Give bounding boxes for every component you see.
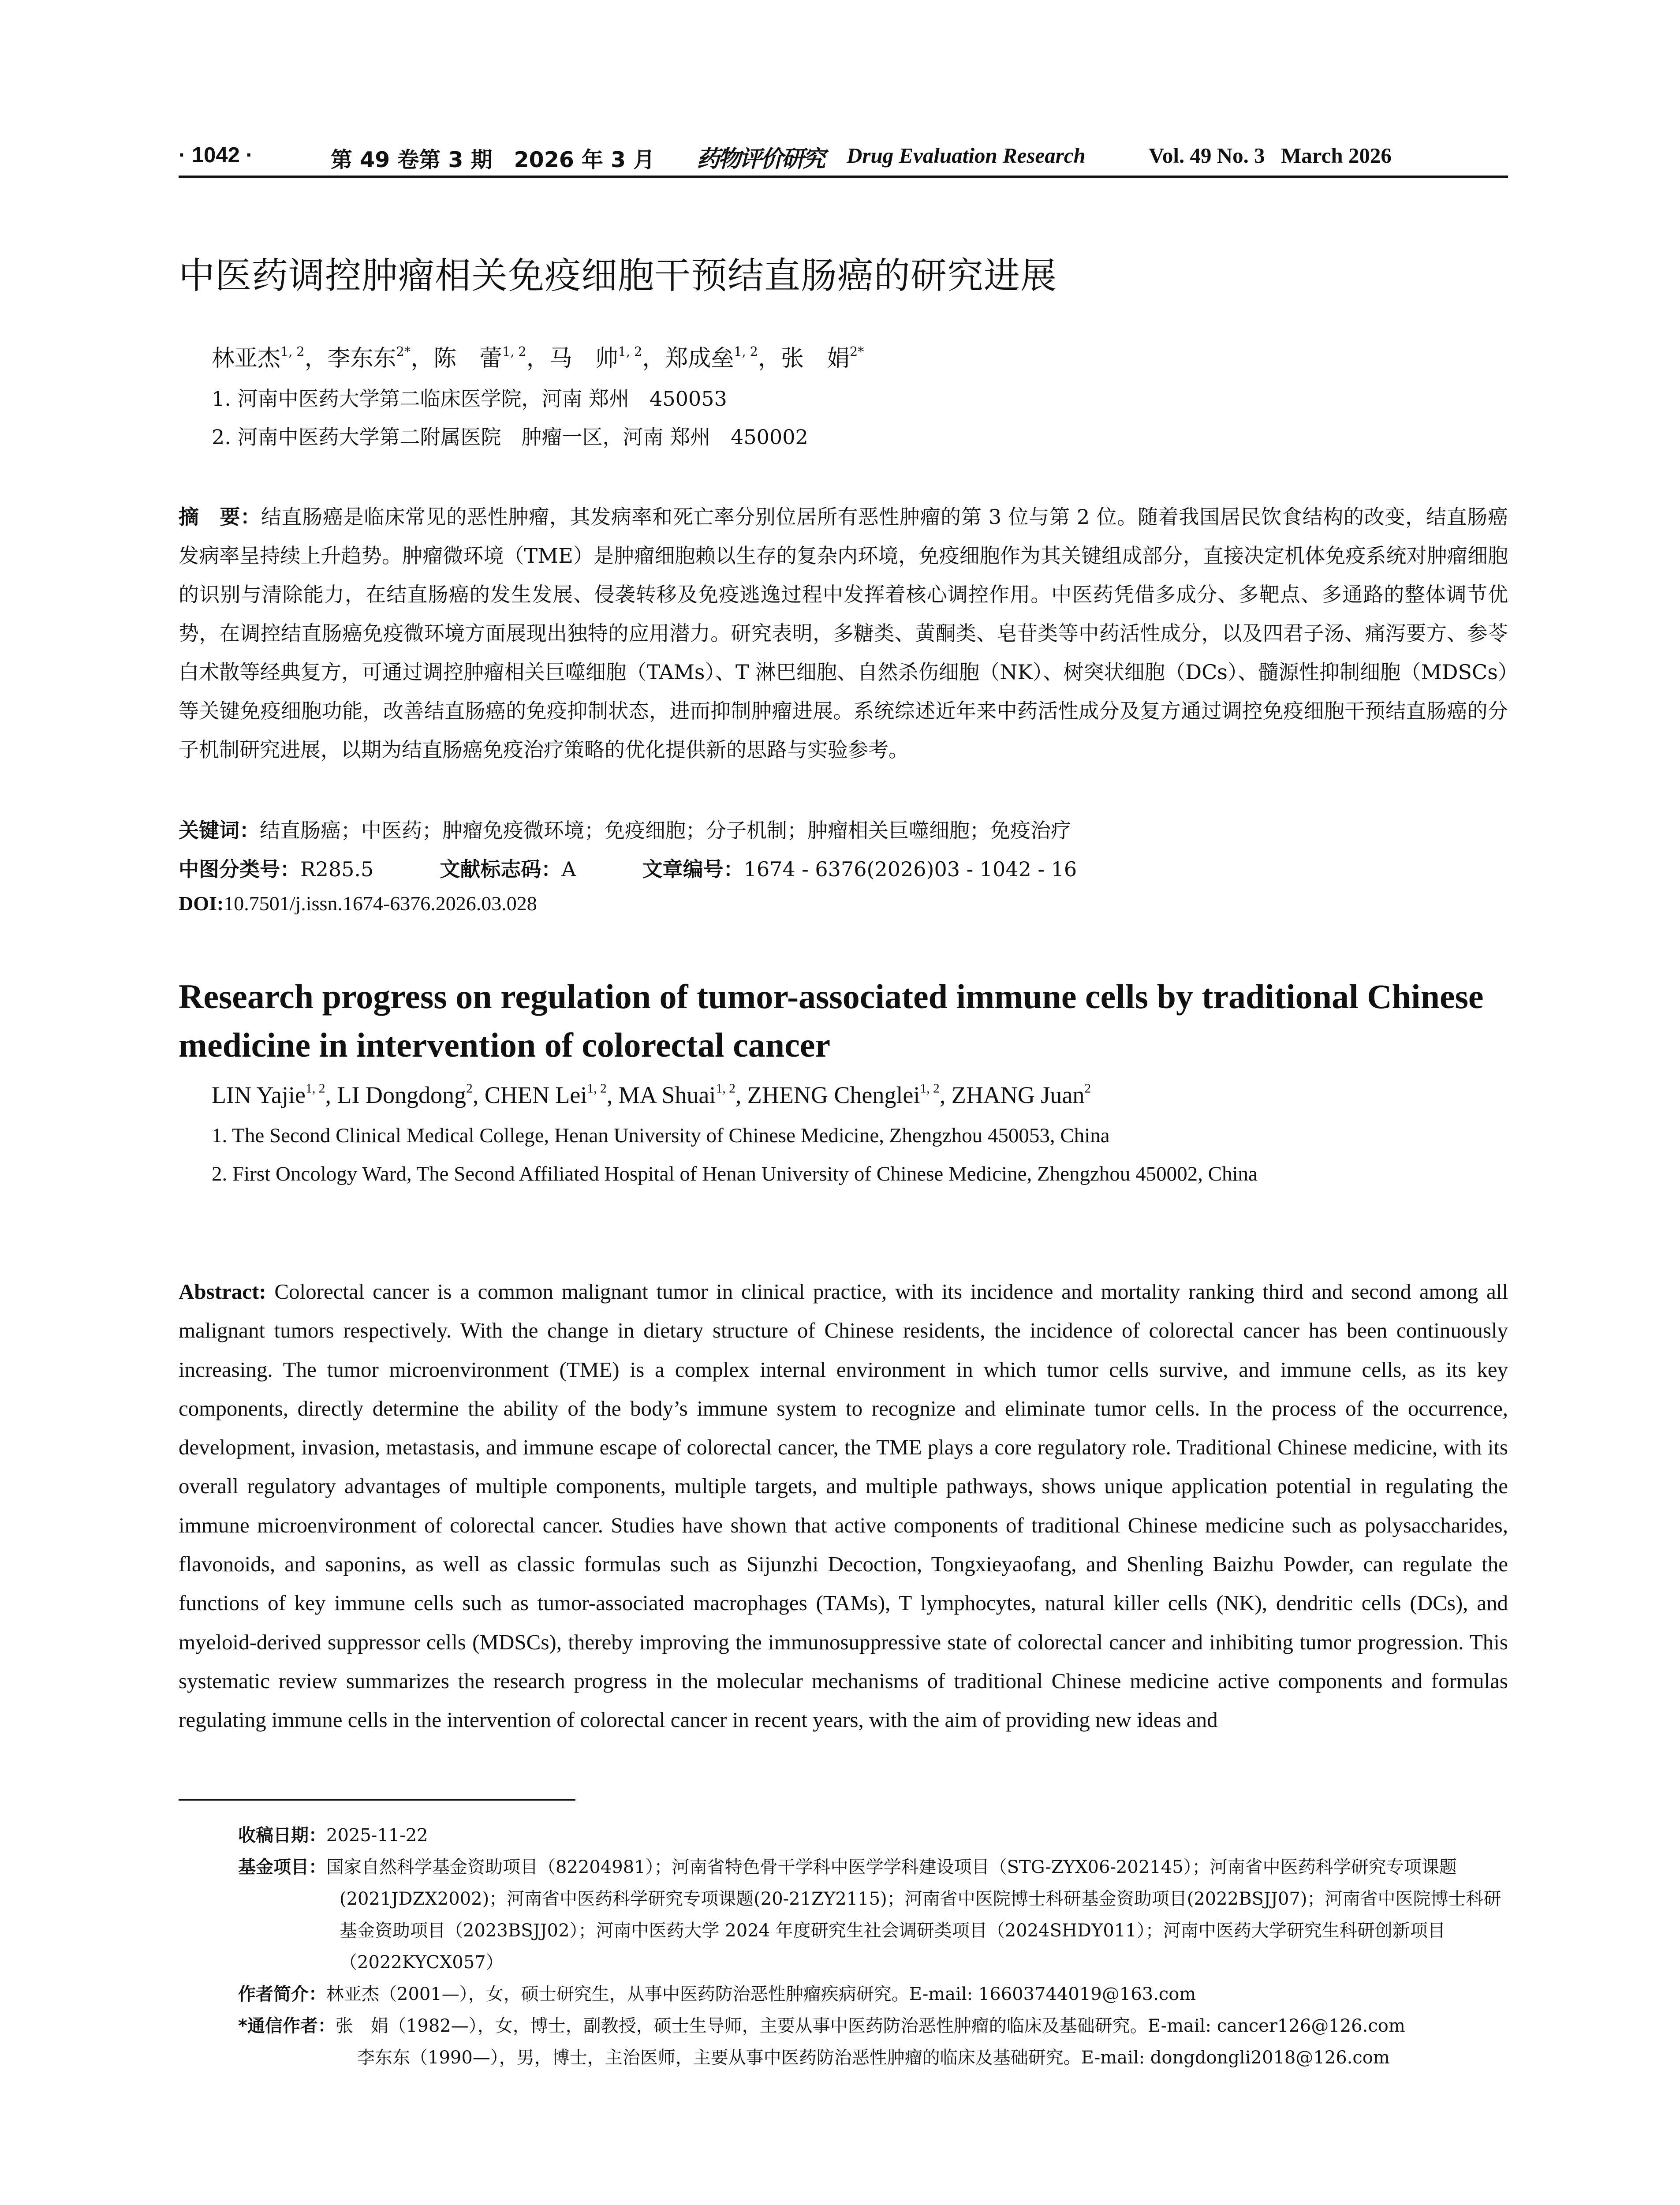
doi-line: [179, 892, 537, 915]
author-en: ZHENG Chenglei$^{1, 2}$,: [747, 1081, 952, 1108]
author-cn: 林亚杰$^{1, 2}$，: [212, 344, 328, 372]
author-bio-text: 林亚杰（2001—），女，硕士研究生，从事中医药防治恶性肿瘤疾病研究。E-mail: 16603744019@163.com: [326, 1984, 1196, 2004]
received-date: [238, 1820, 1508, 1851]
affiliation-en-1: 1. The Second Clinical Medical College, Henan University of Chinese Medicine, Zhengzhou 450053, China: [212, 1124, 1110, 1147]
article-no-value: 1674 - 6376(2026)03 - 1042 - 16: [743, 857, 1077, 881]
funding: [238, 1851, 1508, 1978]
volume-issue-en: Vol. 49 No. 3: [1149, 143, 1265, 168]
author-cn: 张 娟$^{2*}$: [780, 344, 864, 372]
running-header: [179, 140, 1508, 176]
corr-label: *通信作者：: [238, 2016, 336, 2036]
received-label: 收稿日期：: [238, 1825, 326, 1846]
footnote-rule: [179, 1799, 575, 1801]
abstract-cn-label: 摘 要：: [179, 505, 261, 529]
keywords-label: 关键词：: [179, 818, 260, 842]
author-cn: 马 帅$^{1, 2}$，: [549, 344, 665, 372]
affiliation-cn-2: 2. 河南中医药大学第二附属医院 肿瘤一区，河南 郑州 450002: [212, 425, 808, 449]
header-rule: [179, 176, 1508, 178]
author-en: LIN Yajie$^{1, 2}$,: [212, 1081, 337, 1108]
author-bio: [238, 1978, 1508, 2010]
affiliation-cn-1: 1. 河南中医药大学第二临床医学院，河南 郑州 450053: [212, 387, 727, 411]
title-cn: 中医药调控肿瘤相关免疫细胞干预结直肠癌的研究进展: [179, 255, 1057, 297]
classification-line: [179, 853, 1077, 882]
issue-date-en: March 2026: [1281, 143, 1392, 168]
corr-author-1: 张 娟（1982—），女，博士，副教授，硕士生导师，主要从事中医药防治恶性肿瘤的临床及基础研究。E-mail: cancer126@126.com: [335, 2016, 1405, 2036]
article-no-label: 文章编号：: [642, 857, 744, 881]
abstract-cn: [179, 497, 1508, 769]
affiliation-en-2: 2. First Oncology Ward, The Second Affiliated Hospital of Henan University of Chinese Medicine, Zhengzhou 450002, China: [212, 1162, 1258, 1185]
doi-link[interactable]: 10.7501/j.issn.1674-6376.2026.03.028: [224, 892, 537, 915]
doc-code-label: 文献标志码：: [440, 857, 562, 881]
clc-value: R285.5: [300, 857, 374, 881]
author-cn: 李东东$^{2*}$，: [327, 344, 434, 372]
author-bio-label: 作者简介：: [238, 1984, 326, 2004]
title-en: Research progress on regulation of tumor-associated immune cells by traditional Chinese medicine in intervention of colorectal cancer: [179, 977, 1484, 1064]
keywords-cn: [179, 815, 1071, 844]
author-cn: 郑成垒$^{1, 2}$，: [665, 344, 781, 372]
author-en: MA Shuai$^{1, 2}$,: [618, 1081, 747, 1108]
journal-name-en: Drug Evaluation Research: [847, 143, 1086, 168]
page-number: · 1042 ·: [179, 143, 253, 167]
corresponding-author: [238, 2010, 1508, 2042]
author-en: ZHANG Juan$^2$: [951, 1081, 1091, 1108]
fund-text: 国家自然科学基金资助项目（82204981）；河南省特色骨干学科中医学学科建设项目（STG-ZYX06-202145）；河南省中医药科学研究专项课题(2021JDZX2002)；河南省中医药科学研究专项课题(20-21ZY2115)；河南省中医院博士科研基金资助项目(2022BSJJ07)；河南省中医院博士科研基金资助项目（2023BSJJ02）；河南中医药大学 2024 年度研究生社会调研类项目（2024SHDY011）；河南中医药大学研究生科研创新项目（2022KYCX057）: [326, 1857, 1501, 1973]
abstract-en-text: Colorectal cancer is a common malignant tumor in clinical practice, with its incidence and mortality ranking third and second among all malignant tumors respectively. With the change in dietary structure of Chinese residents, the incidence of colorectal cancer has been continuously increasing. The tumor microenvironment (TME) is a complex internal environment in which tumor cells survive, and immune cells, as its key components, directly determine the ability of the body’s immune system to recognize and eliminate tumor cells. In the process of the occurrence, development, invasion, metastasis, and immune escape of colorectal cancer, the TME plays a core regulatory role. Traditional Chinese medicine, with its overall regulatory advantages of multiple components, multiple targets, and multiple pathways, shows unique application potential in regulating the immune microenvironment of colorectal cancer. Studies have shown that active components of traditional Chinese medicine such as polysaccharides, flavonoids, and saponins, as well as classic formulas such as Sijunzhi Decoction, Tongxieyaofang, and Shenling Baizhu Powder, can regulate the functions of key immune cells such as tumor-associated macrophages (TAMs), T lymphocytes, natural killer cells (NK), dendritic cells (DCs), and myeloid-derived suppressor cells (MDSCs), thereby improving the immunosuppressive state of colorectal cancer and inhibiting tumor progression. This systematic review summarizes the research progress in the molecular mechanisms of traditional Chinese medicine active components and formulas regulating immune cells in the intervention of colorectal cancer in recent years, with the aim of providing new ideas and: [179, 1279, 1508, 1732]
received-value: 2025-11-22: [326, 1825, 428, 1846]
journal-logo: 药物评价研究: [697, 146, 824, 172]
abstract-en: [179, 1272, 1508, 1740]
keywords-text: 结直肠癌；中医药；肿瘤免疫微环境；免疫细胞；分子机制；肿瘤相关巨噬细胞；免疫治疗: [260, 818, 1071, 842]
doc-code-value: A: [561, 857, 576, 881]
clc-label: 中图分类号：: [179, 857, 300, 881]
author-en: CHEN Lei$^{1, 2}$,: [484, 1081, 619, 1108]
author-en: LI Dongdong$^2$,: [337, 1081, 485, 1108]
corr-author-2: 李东东（1990—），男，博士，主治医师，主要从事中医药防治恶性肿瘤的临床及基础研究。E-mail: dongdongli2018@126.com: [357, 2048, 1390, 2068]
volume-issue-cn: 第 49 卷第 3 期 2026 年 3 月: [331, 147, 655, 172]
doi-label: DOI:: [179, 892, 224, 915]
authors-en: [212, 1081, 1091, 1109]
fund-label: 基金项目：: [238, 1857, 326, 1877]
authors-cn: [212, 340, 864, 373]
author-cn: 陈 蕾$^{1, 2}$，: [433, 344, 549, 372]
abstract-en-label: Abstract:: [179, 1279, 266, 1304]
abstract-cn-text: 结直肠癌是临床常见的恶性肿瘤，其发病率和死亡率分别位居所有恶性肿瘤的第 3 位与第 2 位。随着我国居民饮食结构的改变，结直肠癌发病率呈持续上升趋势。肿瘤微环境（TME）是肿瘤细胞赖以生存的复杂内环境，免疫细胞作为其关键组成部分，直接决定机体免疫系统对肿瘤细胞的识别与清除能力，在结直肠癌的发生发展、侵袭转移及免疫逃逸过程中发挥着核心调控作用。中医药凭借多成分、多靶点、多通路的整体调节优势，在调控结直肠癌免疫微环境方面展现出独特的应用潜力。研究表明，多糖类、黄酮类、皂苷类等中药活性成分，以及四君子汤、痛泻要方、参苓白术散等经典复方，可通过调控肿瘤相关巨噬细胞（TAMs）、T 淋巴细胞、自然杀伤细胞（NK）、树突状细胞（DCs）、髓源性抑制细胞（MDSCs）等关键免疫细胞功能，改善结直肠癌的免疫抑制状态，进而抑制肿瘤进展。系统综述近年来中药活性成分及复方通过调控免疫细胞干预结直肠癌的分子机制研究进展，以期为结直肠癌免疫治疗策略的优化提供新的思路与实验参考。: [179, 505, 1508, 762]
